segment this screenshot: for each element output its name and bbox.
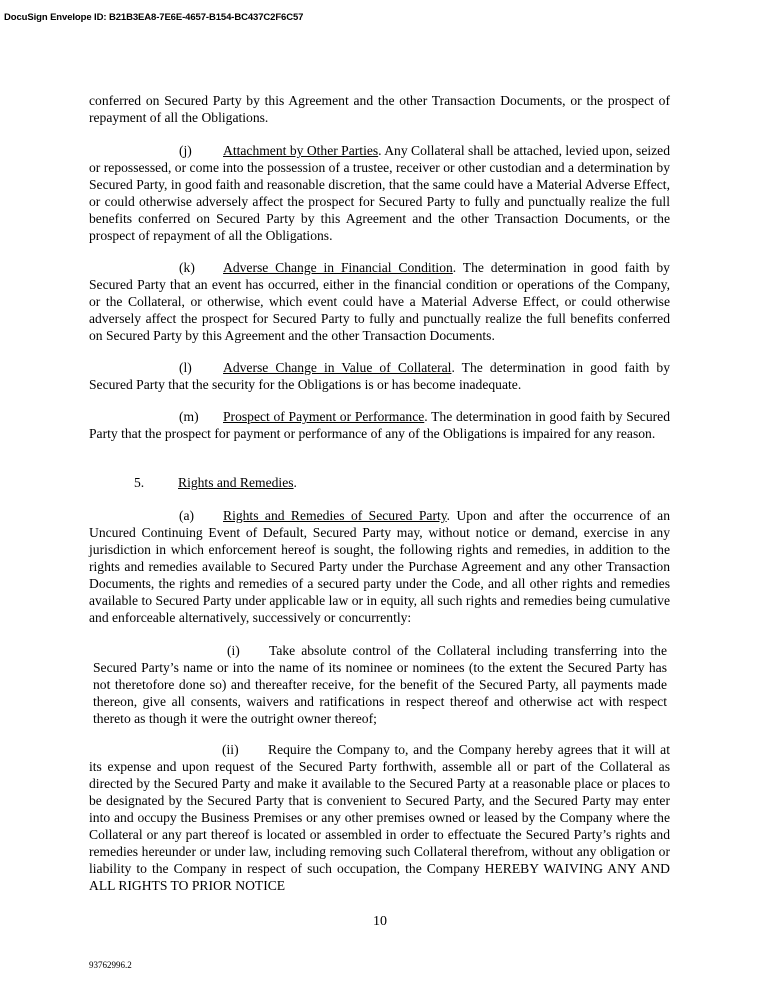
paragraph-text: . The determination in good faith by Secured Party that the security for the Obligations is or has become inadequate. (89, 360, 670, 392)
paragraph-heading: Adverse Change in Value of Collateral (223, 360, 452, 375)
paragraph-marker: (l) (179, 360, 192, 375)
paragraph-marker: (k) (179, 260, 195, 275)
paragraph-text: . The determination in good faith by Secured Party that an event has occurred, either in the financial condition or operations of the Company, or the Collateral, or otherwise, which event could have a Material Adverse Effect, or could otherwise adversely affect the prospect for Secured Party to fully and punctually realize the full benefits conferred on Secured Party by this Agreement and the other Transaction Documents. (89, 260, 670, 343)
paragraph-text: . Upon and after the occurrence of an Uncured Continuing Event of Default, Secured Party may, without notice or demand, exercise in any jurisdiction in which enforcement hereof is sought, the following rights and remedies, in addition to the rights and remedies available to Secured Party under the Purchase Agreement and any other Transaction Documents, the rights and remedies of a secured party under the Code, and all other rights and remedies available to Secured Party under applicable law or in equity, all such rights and remedies being cumulative and enforceable alternatively, successively or concurrently: (89, 508, 670, 625)
paragraph-marker: (j) (179, 143, 192, 158)
document-number: 93762996.2 (89, 960, 132, 970)
paragraph-k (89, 259, 670, 344)
subparagraph-text: Require the Company to, and the Company hereby agrees that it will at its expense and upon request of the Secured Party forthwith, assemble all or part of the Collateral as directed by the Secured Party and make it available to the Secured Party at a reasonable place or places to be designated by the Secured Party that is convenient to Secured Party, and the Secured Party may enter into and occupy the Business Premises or any other premises owned or leased by the Company where the Collateral or any part thereof is located or assembled in order to effectuate the Secured Party’s rights and remedies hereunder or under law, including removing such Collateral therefrom, without any obligation or liability to the Company in respect of such occupation, the Company HEREBY WAIVING ANY AND ALL RIGHTS TO PRIOR NOTICE (89, 742, 670, 893)
envelope-id: DocuSign Envelope ID: B21B3EA8-7E6E-4657-B154-BC437C2F6C57 (4, 12, 304, 23)
page-number: 10 (373, 914, 387, 929)
section-title-period: . (293, 475, 297, 490)
subparagraph-marker: (ii) (222, 742, 239, 757)
paragraph-heading: Prospect of Payment or Performance (223, 409, 425, 424)
paragraph-heading: Adverse Change in Financial Condition (223, 260, 453, 275)
paragraph-m (89, 408, 670, 442)
section-title: Rights and Remedies (178, 475, 294, 490)
paragraph-j (89, 142, 670, 244)
paragraph-heading: Attachment by Other Parties (223, 143, 379, 158)
subparagraph-i (93, 642, 667, 727)
paragraph-text: . Any Collateral shall be attached, levied upon, seized or repossessed, or come into the possession of a trustee, receiver or other custodian and a determination by Secured Party, in good faith and reasonable discretion, that the same could have a Material Adverse Effect, or could otherwise adversely affect the prospect for Secured Party to fully and punctually realize the full benefits conferred on Secured Party by this Agreement and the other Transaction Documents, or the prospect of repayment of all the Obligations. (89, 143, 670, 243)
paragraph-a (89, 507, 670, 626)
section-5-heading (89, 474, 670, 491)
paragraph-marker: (m) (179, 409, 199, 424)
subparagraph-ii (89, 741, 670, 894)
paragraph-l (89, 359, 670, 393)
continuation-paragraph (89, 92, 670, 126)
paragraph-marker: (a) (179, 508, 195, 523)
paragraph-text: . The determination in good faith by Secured Party that the prospect for payment or performance of any of the Obligations is impaired for any reason. (89, 409, 670, 441)
subparagraph-text: Take absolute control of the Collateral including transferring into the Secured Party’s name or into the name of its nominee or nominees (to the extent the Secured Party has not theretofore done so) and thereafter receive, for the benefit of the Secured Party, all payments made thereon, give all consents, waivers and ratifications in respect thereof and otherwise act with respect thereto as though it were the outright owner thereof; (93, 643, 667, 726)
paragraph-heading: Rights and Remedies of Secured Party (223, 508, 447, 523)
section-number: 5. (134, 475, 145, 490)
continuation-text: conferred on Secured Party by this Agreement and the other Transaction Documents, or the prospect of repayment of all the Obligations. (89, 93, 670, 125)
subparagraph-marker: (i) (227, 643, 240, 658)
